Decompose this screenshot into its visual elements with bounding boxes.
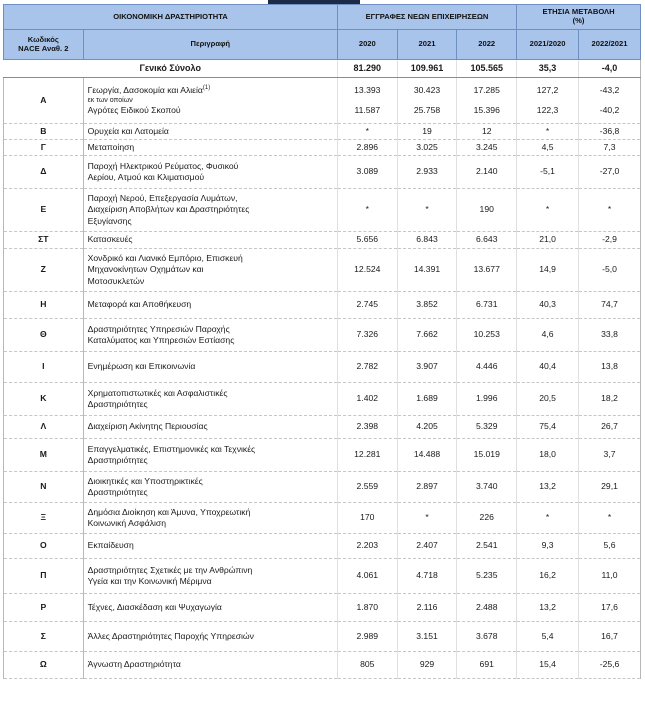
header-code-line1: Κωδικός <box>27 34 59 44</box>
row-v2022: 5.235 <box>457 559 517 594</box>
row-description-line: Εξυγίανσης <box>87 215 132 226</box>
row-ch1: 40,4 <box>517 352 579 383</box>
row-v2020: 2.559 <box>337 472 397 503</box>
row-v2020: 2.745 <box>337 292 397 319</box>
row-ch2: -36,8 <box>579 124 641 140</box>
row-ch1: 13,2 <box>517 472 579 503</box>
row-code: Α <box>4 78 84 124</box>
row-description-line: Δημόσια Διοίκηση και Άμυνα, Υποχρεωτική <box>87 506 251 517</box>
row-v2022: 2.140 <box>457 156 517 189</box>
row-v2022: 6.643 <box>457 232 517 249</box>
table-row <box>4 472 641 503</box>
row-v2020: 3.089 <box>337 156 397 189</box>
row-v2021: 2.897 <box>397 472 457 503</box>
total-2022: 105.565 <box>457 60 517 78</box>
row-v2022: 12 <box>457 124 517 140</box>
row-description <box>83 534 337 559</box>
row-ch2: -25,6 <box>579 652 641 679</box>
row-description-line: Δραστηριότητες <box>87 399 148 409</box>
total-label: Γενικό Σύνολο <box>4 60 338 78</box>
row-ch1: 40,3 <box>517 292 579 319</box>
total-row <box>4 60 641 78</box>
row-a-sub-ch1: 122,3 <box>536 105 559 116</box>
row-description <box>83 189 337 232</box>
row-a-desc-main <box>88 85 334 96</box>
row-code: Π <box>4 559 84 594</box>
row-description-line: Διαχείριση Ακίνητης Περιουσίας <box>87 421 208 432</box>
row-code: Ε <box>4 189 84 232</box>
table-row <box>4 652 641 679</box>
header-2021: 2021 <box>397 30 457 60</box>
row-description-line: Διαχείριση Αποβλήτων και Δραστηριότητες <box>87 204 250 215</box>
header-code <box>4 30 84 60</box>
row-v2022: 3.740 <box>457 472 517 503</box>
row-code: Ω <box>4 652 84 679</box>
row-v2022: 13.677 <box>457 249 517 292</box>
row-ch2: 11,0 <box>579 559 641 594</box>
row-v2021: 3.151 <box>397 622 457 652</box>
row-code: Σ <box>4 622 84 652</box>
row-description <box>83 559 337 594</box>
row-description-line: Ορυχεία και Λατομεία <box>87 125 169 136</box>
row-v2021: 3.852 <box>397 292 457 319</box>
row-description <box>83 472 337 503</box>
row-v2020: 2.896 <box>337 140 397 156</box>
row-ch1: 14,9 <box>517 249 579 292</box>
header-annual-change-label: ΕΤΗΣΙΑ ΜΕΤΑΒΟΛΗ <box>542 7 615 17</box>
row-description <box>83 232 337 249</box>
row-code: Β <box>4 124 84 140</box>
total-change-1: 35,3 <box>517 60 579 78</box>
row-description-line: Μοτοσυκλετών <box>87 275 145 286</box>
row-description-line: Μηχανοκίνητων Οχημάτων και <box>87 264 204 275</box>
row-v2021: 4.205 <box>397 416 457 439</box>
row-ch1: * <box>517 503 579 534</box>
row-code: Μ <box>4 439 84 472</box>
row-ch1: 75,4 <box>517 416 579 439</box>
row-a-2020: 13.393 <box>354 84 381 95</box>
table-row <box>4 352 641 383</box>
row-v2020: 2.782 <box>337 352 397 383</box>
table-row <box>4 439 641 472</box>
row-v2022: 2.488 <box>457 594 517 622</box>
row-ch1: * <box>517 189 579 232</box>
row-description <box>83 652 337 679</box>
table-row <box>4 559 641 594</box>
row-ch1: 16,2 <box>517 559 579 594</box>
footnote-marker: (1) <box>202 84 211 91</box>
table-row <box>4 622 641 652</box>
row-description <box>83 140 337 156</box>
row-v2021: 6.843 <box>397 232 457 249</box>
row-ch1: -5,1 <box>517 156 579 189</box>
row-ch1: 18,0 <box>517 439 579 472</box>
total-change-2: -4,0 <box>579 60 641 78</box>
registrations-table <box>3 4 641 679</box>
row-description-line: Χονδρικό και Λιανικό Εμπόριο, Επισκευή <box>87 252 243 263</box>
row-v2020: 1.402 <box>337 383 397 416</box>
header-annual-change-unit: (%) <box>572 16 585 25</box>
row-description <box>83 124 337 140</box>
table-row <box>4 503 641 534</box>
row-ch2: * <box>579 503 641 534</box>
row-description <box>83 503 337 534</box>
row-ch2: 74,7 <box>579 292 641 319</box>
row-description-line: Κατασκευές <box>87 234 133 245</box>
row-ch1: 21,0 <box>517 232 579 249</box>
row-code: Γ <box>4 140 84 156</box>
row-v2020: 2.203 <box>337 534 397 559</box>
row-a-sub-2021: 25.758 <box>413 105 441 116</box>
row-v2022: 226 <box>457 503 517 534</box>
row-a-sub-2020: 11.587 <box>354 105 381 116</box>
row-ch2: 13,8 <box>579 352 641 383</box>
row-ch1: 13,2 <box>517 594 579 622</box>
table-row <box>4 319 641 352</box>
row-description <box>83 594 337 622</box>
row-ch2: 33,8 <box>579 319 641 352</box>
row-code: Λ <box>4 416 84 439</box>
row-description <box>83 319 337 352</box>
header-change-2021-2020: 2021/2020 <box>517 30 579 60</box>
row-v2021: 3.025 <box>397 140 457 156</box>
row-a-2022: 17.285 <box>473 84 500 95</box>
row-v2020: 805 <box>337 652 397 679</box>
row-v2021: 1.689 <box>397 383 457 416</box>
row-a-sub-desc: Αγρότες Ειδικού Σκοπού <box>87 105 181 116</box>
header-activity: ΟΙΚΟΝΟΜΙΚΗ ΔΡΑΣΤΗΡΙΟΤΗΤΑ <box>4 5 338 30</box>
row-description <box>83 292 337 319</box>
row-code: Ζ <box>4 249 84 292</box>
row-code: Ξ <box>4 503 84 534</box>
total-2021: 109.961 <box>397 60 457 78</box>
row-ch2: -27,0 <box>579 156 641 189</box>
table-row <box>4 594 641 622</box>
row-description-line: Μεταφορά και Αποθήκευση <box>87 299 192 310</box>
table-row <box>4 416 641 439</box>
row-v2021: 7.662 <box>397 319 457 352</box>
row-v2020: * <box>337 189 397 232</box>
row-code: Ι <box>4 352 84 383</box>
row-v2020: 7.326 <box>337 319 397 352</box>
row-description-line: Επαγγελματικές, Επιστημονικές και Τεχνικές <box>87 443 256 454</box>
header-2022: 2022 <box>457 30 517 60</box>
row-description-line: Δραστηριότητες Υπηρεσιών Παροχής <box>87 323 230 334</box>
row-ch2: 7,3 <box>579 140 641 156</box>
table-row <box>4 140 641 156</box>
row-v2020: 1.870 <box>337 594 397 622</box>
table-row <box>4 124 641 140</box>
header-code-line2: NACE Αναθ. 2 <box>18 43 69 53</box>
row-v2022: 3.245 <box>457 140 517 156</box>
row-change-1 <box>517 78 579 124</box>
header-description: Περιγραφή <box>83 30 337 60</box>
row-v2021: * <box>397 189 457 232</box>
row-description <box>83 156 337 189</box>
row-v2021: 2.933 <box>397 156 457 189</box>
table-row <box>4 189 641 232</box>
row-a-desc-text: Γεωργία, Δασοκομία και Αλιεία <box>87 84 203 95</box>
row-description <box>83 416 337 439</box>
row-v2020: 5.656 <box>337 232 397 249</box>
row-description-line: Υγεία και την Κοινωνική Μέριμνα <box>87 576 212 586</box>
row-code: Ο <box>4 534 84 559</box>
row-ch2: 29,1 <box>579 472 641 503</box>
row-ch2: 18,2 <box>579 383 641 416</box>
row-description-line: Κοινωνική Ασφάλιση <box>87 518 166 528</box>
row-ch2: -5,0 <box>579 249 641 292</box>
row-description-line: Δραστηριότητες Σχετικές με την Ανθρώπινη <box>87 564 253 575</box>
row-v2021: 19 <box>397 124 457 140</box>
row-a-2021: 30.423 <box>413 84 441 95</box>
table-row <box>4 383 641 416</box>
row-ch2: -2,9 <box>579 232 641 249</box>
row-description-line: Δραστηριότητες <box>87 455 148 465</box>
row-description-line: Παροχή Ηλεκτρικού Ρεύματος, Φυσικού <box>87 160 239 171</box>
row-v2022: 4.446 <box>457 352 517 383</box>
header-change-2022-2021: 2022/2021 <box>579 30 641 60</box>
row-description-line: Καταλύματος και Υπηρεσιών Εστίασης <box>87 335 235 345</box>
row-v2021: 14.488 <box>397 439 457 472</box>
row-ch2: 5,6 <box>579 534 641 559</box>
row-description-line: Ενημέρωση και Επικοινωνία <box>87 361 196 372</box>
row-description-line: Τέχνες, Διασκέδαση και Ψυχαγωγία <box>87 601 222 612</box>
row-description-line: Χρηματοπιστωτικές και Ασφαλιστικές <box>87 387 228 398</box>
row-ch1: 20,5 <box>517 383 579 416</box>
table-row <box>4 292 641 319</box>
row-v2021: 2.407 <box>397 534 457 559</box>
row-description <box>83 352 337 383</box>
row-change-2 <box>579 78 641 124</box>
row-description-line: Παροχή Νερού, Επεξεργασία Λυμάτων, <box>87 192 238 203</box>
row-description <box>83 383 337 416</box>
row-v2021: * <box>397 503 457 534</box>
row-a-of-which: εκ των οποίων <box>87 96 133 104</box>
table-row <box>4 232 641 249</box>
row-v2022: 10.253 <box>457 319 517 352</box>
row-code: Θ <box>4 319 84 352</box>
row-code: Δ <box>4 156 84 189</box>
row-code: Ν <box>4 472 84 503</box>
row-v2022: 2.541 <box>457 534 517 559</box>
row-2020 <box>337 78 397 124</box>
row-ch2: 26,7 <box>579 416 641 439</box>
row-ch2: * <box>579 189 641 232</box>
row-v2021: 4.718 <box>397 559 457 594</box>
row-ch1: 5,4 <box>517 622 579 652</box>
row-v2020: * <box>337 124 397 140</box>
row-description <box>83 78 337 124</box>
row-ch1: 9,3 <box>517 534 579 559</box>
row-a-ch2: -43,2 <box>599 84 620 95</box>
table-row <box>4 249 641 292</box>
header-2020: 2020 <box>337 30 397 60</box>
row-ch1: 4,6 <box>517 319 579 352</box>
row-description-line: Εκπαίδευση <box>87 540 134 551</box>
row-ch2: 16,7 <box>579 622 641 652</box>
row-ch1: 15,4 <box>517 652 579 679</box>
table-row-a <box>4 78 641 124</box>
row-ch1: * <box>517 124 579 140</box>
row-v2020: 2.989 <box>337 622 397 652</box>
row-code: Ρ <box>4 594 84 622</box>
row-v2022: 3.678 <box>457 622 517 652</box>
row-v2022: 1.996 <box>457 383 517 416</box>
row-a-sub-2022: 15.396 <box>473 105 500 116</box>
row-v2022: 15.019 <box>457 439 517 472</box>
row-v2022: 6.731 <box>457 292 517 319</box>
row-description-line: Αερίου, Ατμού και Κλιματισμού <box>87 172 205 182</box>
table-row <box>4 534 641 559</box>
row-v2020: 12.524 <box>337 249 397 292</box>
row-a-sub-ch2: -40,2 <box>599 105 620 116</box>
row-v2022: 190 <box>457 189 517 232</box>
row-ch2: 17,6 <box>579 594 641 622</box>
row-code: ΣΤ <box>4 232 84 249</box>
row-description <box>83 249 337 292</box>
row-a-ch1: 127,2 <box>536 84 559 95</box>
header-annual-change <box>517 5 641 30</box>
row-v2022: 5.329 <box>457 416 517 439</box>
row-v2020: 170 <box>337 503 397 534</box>
header-registrations: ΕΓΓΡΑΦΕΣ ΝΕΩΝ ΕΠΙΧΕΙΡΗΣΕΩΝ <box>337 5 516 30</box>
row-v2021: 3.907 <box>397 352 457 383</box>
row-description <box>83 622 337 652</box>
row-description-line: Άλλες Δραστηριότητες Παροχής Υπηρεσιών <box>87 630 254 641</box>
row-v2020: 4.061 <box>337 559 397 594</box>
row-description-line: Μεταποίηση <box>87 141 135 152</box>
row-code: Κ <box>4 383 84 416</box>
row-v2021: 2.116 <box>397 594 457 622</box>
row-ch1: 4,5 <box>517 140 579 156</box>
row-description-line: Διοικητικές και Υποστηρικτικές <box>87 475 203 486</box>
row-v2020: 12.281 <box>337 439 397 472</box>
row-description-line: Δραστηριότητες <box>87 487 148 497</box>
row-v2021: 14.391 <box>397 249 457 292</box>
row-ch2: 3,7 <box>579 439 641 472</box>
row-v2021: 929 <box>397 652 457 679</box>
row-code: Η <box>4 292 84 319</box>
table-row <box>4 156 641 189</box>
row-description <box>83 439 337 472</box>
row-v2022: 691 <box>457 652 517 679</box>
row-v2020: 2.398 <box>337 416 397 439</box>
row-2022 <box>457 78 517 124</box>
row-2021 <box>397 78 457 124</box>
row-description-line: Άγνωστη Δραστηριότητα <box>87 659 181 670</box>
total-2020: 81.290 <box>337 60 397 78</box>
